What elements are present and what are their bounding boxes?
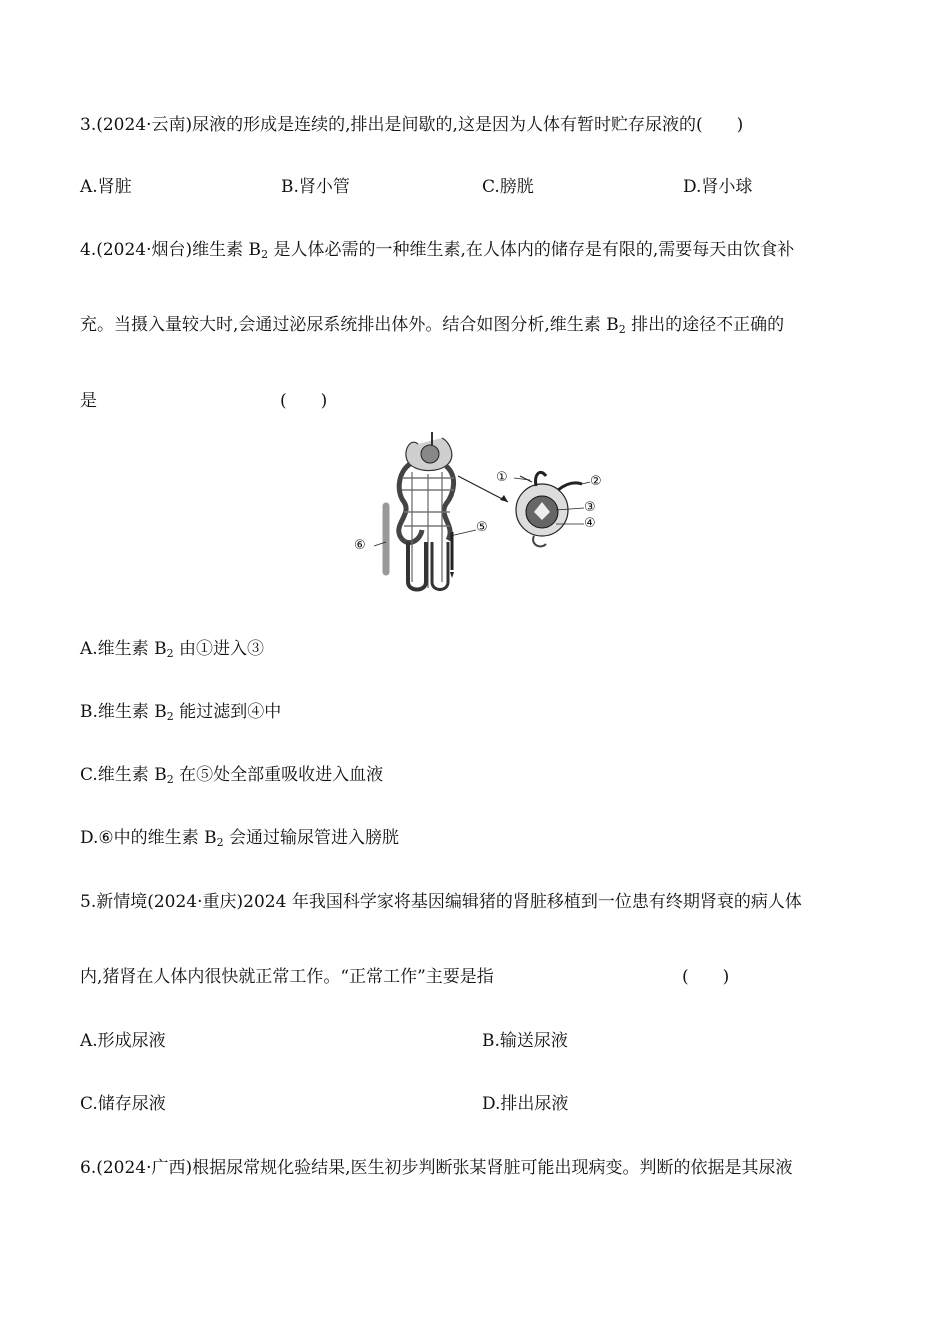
q4-answer-paren: ( ) xyxy=(280,391,328,411)
nephron-figure xyxy=(350,432,610,594)
q5-option-d[interactable]: D.排出尿液 xyxy=(482,1094,569,1114)
q3-option-a[interactable]: A.肾脏 xyxy=(80,177,132,197)
label-1: ① xyxy=(496,470,508,485)
q5-answer-paren: ( ) xyxy=(682,967,730,987)
q6-stem-line1: 6.(2024·广西)根据尿常规化验结果,医生初步判断张某肾脏可能出现病变。判断的依据是其尿液 xyxy=(80,1158,793,1178)
q4-stem-line1: 4.(2024·烟台)维生素 $B_2$ 是人体必需的一种维生素,在人体内的储存是有限的,需要每天由饮食补 xyxy=(80,240,795,261)
q4-option-d[interactable]: D.⑥中的维生素 $B_2$ 会通过输尿管进入膀胱 xyxy=(80,828,399,849)
q5-option-a[interactable]: A.形成尿液 xyxy=(80,1031,166,1051)
q4-stem-line3: 是 xyxy=(80,391,97,411)
q4-stem-line2: 充。当摄入量较大时,会通过泌尿系统排出体外。结合如图分析,维生素 $B_2$ 排出的途径不正确的 xyxy=(80,315,785,336)
q4-option-a[interactable]: A.维生素 $B_2$ 由①进入③ xyxy=(80,639,264,660)
label-5: ⑤ xyxy=(476,520,488,535)
q5-stem-line2: 内,猪肾在人体内很快就正常工作。“正常工作”主要是指 xyxy=(80,967,494,987)
label-2: ② xyxy=(590,474,602,489)
q5-option-b[interactable]: B.输送尿液 xyxy=(482,1031,568,1051)
q3-option-b[interactable]: B.肾小管 xyxy=(281,177,350,197)
label-3: ③ xyxy=(584,500,596,515)
q3-stem: 3.(2024·云南)尿液的形成是连续的,排出是间歇的,这是因为人体有暂时贮存尿液的( ) xyxy=(80,115,744,135)
q5-option-c[interactable]: C.储存尿液 xyxy=(80,1094,166,1114)
nephron-diagram xyxy=(350,432,610,594)
q3-option-c[interactable]: C.膀胱 xyxy=(482,177,534,197)
q4-option-c[interactable]: C.维生素 $B_2$ 在⑤处全部重吸收进入血液 xyxy=(80,765,384,786)
q5-stem-line1: 5.新情境(2024·重庆)2024 年我国科学家将基因编辑猪的肾脏移植到一位患有终期肾衰的病人体 xyxy=(80,892,802,912)
q4-option-b[interactable]: B.维生素 $B_2$ 能过滤到④中 xyxy=(80,702,282,723)
label-4: ④ xyxy=(584,516,596,531)
label-6: ⑥ xyxy=(354,538,366,553)
q3-option-d[interactable]: D.肾小球 xyxy=(683,177,753,197)
